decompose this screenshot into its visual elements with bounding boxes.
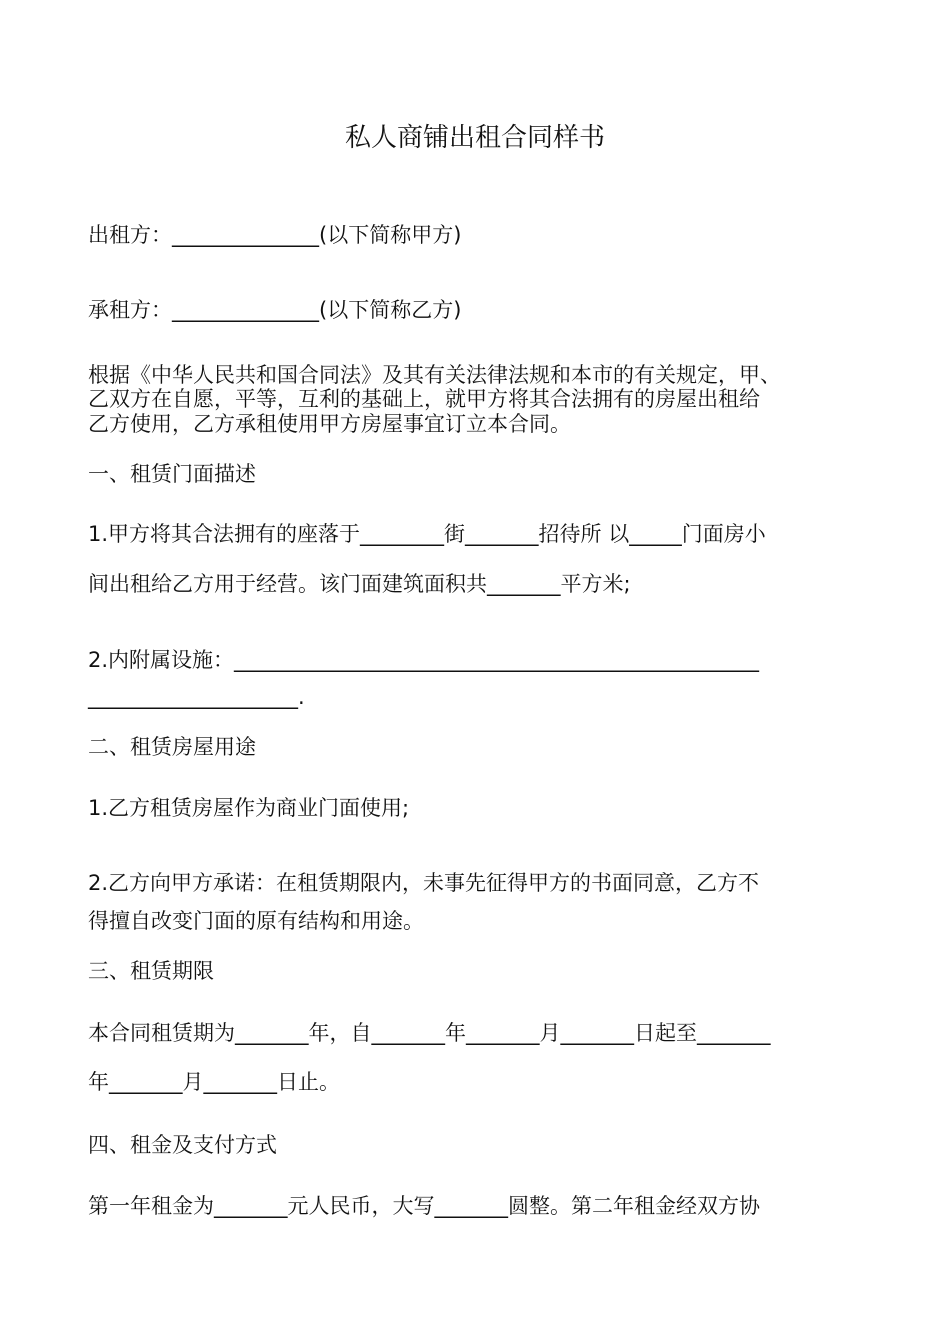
clause-1-2-line-1: 2.内附属设施：__________________________________________________ xyxy=(88,648,760,672)
term-line-2: 年_______月_______日止。 xyxy=(88,1070,340,1094)
document-title: 私人商铺出租合同样书 xyxy=(344,123,605,153)
preamble-line-2: 乙双方在自愿，平等，互利的基础上，就甲方将其合法拥有的房屋出租给 xyxy=(88,387,760,411)
section-heading-4: 四、租金及支付方式 xyxy=(88,1133,277,1157)
preamble-line-1: 根据《中华人民共和国合同法》及其有关法律法规和本市的有关规定，甲、 xyxy=(88,363,781,387)
section-heading-1: 一、租赁门面描述 xyxy=(88,462,256,486)
clause-2-1: 1.乙方租赁房屋作为商业门面使用; xyxy=(88,796,410,820)
lessor-line: 出租方：______________(以下简称甲方) xyxy=(88,223,462,247)
rent-line-1: 第一年租金为_______元人民币，大写_______圆整。第二年租金经双方协 xyxy=(88,1194,760,1218)
term-line-1: 本合同租赁期为_______年，自_______年_______月_______日起至_______ xyxy=(88,1021,771,1045)
preamble-line-3: 乙方使用，乙方承租使用甲方房屋事宜订立本合同。 xyxy=(88,412,571,436)
section-heading-3: 三、租赁期限 xyxy=(88,959,214,983)
lessee-line: 承租方：______________(以下简称乙方) xyxy=(88,298,462,322)
section-heading-2: 二、租赁房屋用途 xyxy=(88,735,256,759)
clause-2-2-line-1: 2.乙方向甲方承诺：在租赁期限内，未事先征得甲方的书面同意，乙方不 xyxy=(88,871,760,895)
clause-1-2-line-2: ____________________. xyxy=(88,685,305,709)
clause-2-2-line-2: 得擅自改变门面的原有结构和用途。 xyxy=(88,909,424,933)
clause-1-1-line-2: 间出租给乙方用于经营。该门面建筑面积共_______平方米; xyxy=(88,572,631,596)
clause-1-1-line-1: 1.甲方将其合法拥有的座落于________街_______招待所 以_____门面房小 xyxy=(88,522,766,546)
